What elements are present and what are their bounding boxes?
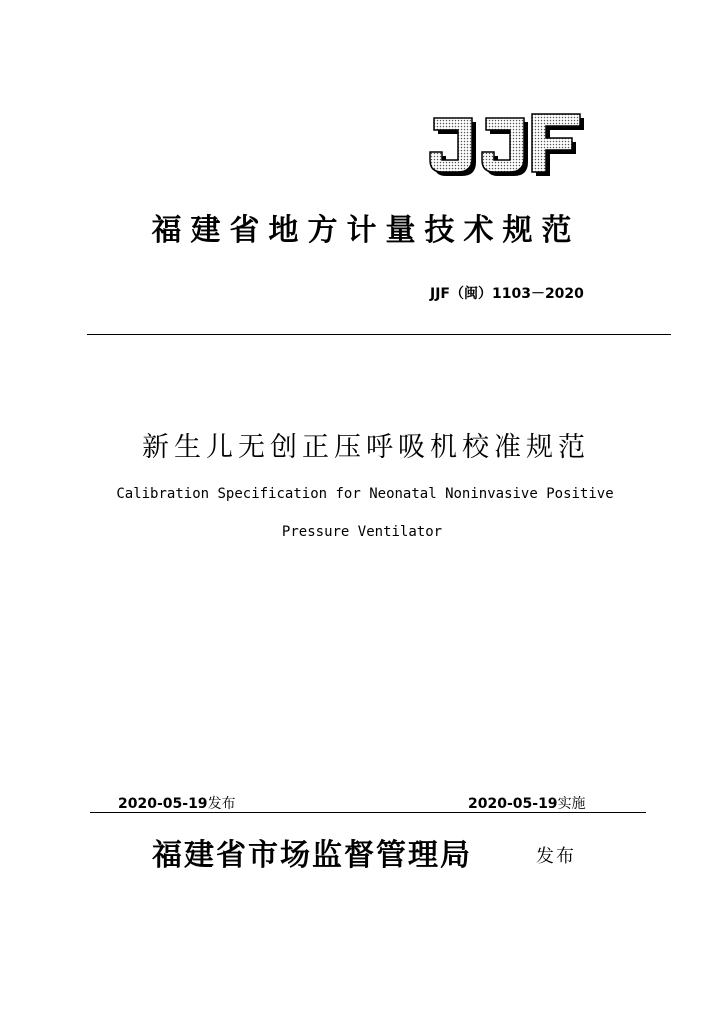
implement-date-label: 实施 bbox=[557, 796, 586, 812]
authority-issue-label: 发布 bbox=[536, 846, 576, 867]
issue-date: 2020-05-19 bbox=[118, 796, 208, 812]
org-title: 福建省地方计量技术规范 bbox=[151, 213, 581, 248]
document-title-cn: 新生儿无创正压呼吸机校准规范 bbox=[142, 432, 590, 463]
implement-date: 2020-05-19 bbox=[468, 796, 558, 812]
logo-letter-j1 bbox=[430, 118, 476, 176]
implement-date-block bbox=[468, 793, 586, 813]
bottom-divider bbox=[90, 812, 646, 813]
logo-letter-j2 bbox=[482, 118, 528, 176]
document-title-en-line-1: Calibration Specification for Neonatal Noninvasive Positive bbox=[116, 486, 614, 502]
issue-date-label: 发布 bbox=[207, 796, 236, 812]
jjf-logo-graphic bbox=[424, 110, 586, 180]
jjf-logo bbox=[424, 110, 586, 180]
standard-code: JJF（闽）1103－2020 bbox=[430, 286, 584, 302]
logo-letter-f bbox=[532, 114, 584, 176]
document-title-en-line-2: Pressure Ventilator bbox=[281, 524, 443, 540]
top-divider bbox=[87, 334, 671, 335]
issue-date-block bbox=[118, 793, 236, 813]
issuing-authority: 福建省市场监督管理局 bbox=[152, 838, 472, 873]
